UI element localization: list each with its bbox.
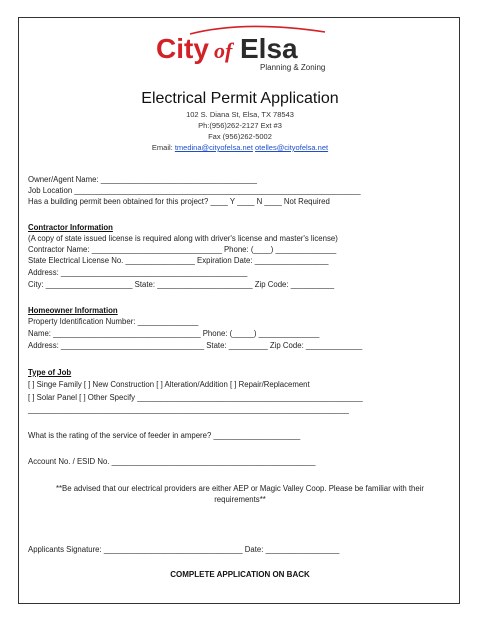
email-label: Email: bbox=[151, 143, 173, 152]
building-permit-question: Has a building permit been obtained for this project? ____ Y ____ N ____ Not Required bbox=[28, 197, 330, 206]
property-id-number: Property Identification Number: ______________ bbox=[28, 317, 199, 326]
electrical-provider-notice: **Be advised that our electrical providers are either AEP or Magic Valley Coop. Please be familiar with their requirements** bbox=[55, 484, 425, 504]
office-address: 102 S. Diana St, Elsa, TX 78543 bbox=[186, 110, 294, 119]
logo-graphic bbox=[150, 22, 340, 76]
city-of-elsa-logo bbox=[150, 22, 340, 76]
complete-on-back-note: COMPLETE APPLICATION ON BACK bbox=[170, 570, 310, 579]
license-note: (A copy of state issued license is required along with driver's license and master's license) bbox=[28, 234, 338, 243]
job-specify-line: __________________________________________________________________________ bbox=[28, 405, 349, 414]
job-type-options-row1: [ ] Singe Family [ ] New Construction [ ] Alteration/Addition [ ] Repair/Replacement bbox=[28, 380, 310, 389]
homeowner-address: Address: _________________________________ State: _________ Zip Code: _____________ bbox=[28, 341, 363, 350]
service-rating-question: What is the rating of the service of feeder in ampere? ____________________ bbox=[28, 431, 301, 440]
contractor-city-state-zip: City: ____________________ State: ______________________ Zip Code: __________ bbox=[28, 280, 335, 289]
homeowner-name-phone: Name: __________________________________ Phone: (_____) ______________ bbox=[28, 329, 320, 338]
job-location: Job Location __________________________________________________________________ bbox=[28, 186, 361, 195]
form-title: Electrical Permit Application bbox=[141, 90, 339, 107]
contractor-name-phone: Contractor Name: ______________________________ Phone: (____) ______________ bbox=[28, 245, 337, 254]
office-email bbox=[0, 143, 480, 152]
job-type-options-row2: [ ] Solar Panel [ ] Other Specify ____________________________________________________ bbox=[28, 393, 363, 402]
office-phone: Ph:(956)262-2127 Ext #3 bbox=[198, 121, 282, 130]
email-link-tmedina[interactable]: tmedina@cityofelsa.net bbox=[174, 143, 253, 152]
homeowner-heading: Homeowner Information bbox=[28, 306, 118, 315]
contractor-heading: Contractor Information bbox=[28, 223, 113, 232]
contractor-address: Address: ___________________________________________ bbox=[28, 268, 248, 277]
office-fax: Fax (956)262-5002 bbox=[208, 132, 272, 141]
type-of-job-heading: Type of Job bbox=[28, 368, 72, 377]
electrical-license-expiration: State Electrical License No. ________________ Expiration Date: _________________ bbox=[28, 256, 329, 265]
logo-tagline: Planning & Zoning bbox=[260, 63, 326, 72]
logo-city-text: City bbox=[156, 33, 209, 64]
account-esid-number: Account No. / ESID No. _______________________________________________ bbox=[28, 457, 316, 466]
owner-agent-name: Owner/Agent Name: ____________________________________ bbox=[28, 175, 257, 184]
email-link-otelles[interactable]: otelles@cityofelsa.net bbox=[255, 143, 329, 152]
logo-of-text: of bbox=[214, 38, 233, 63]
applicant-signature-date: Applicants Signature: ________________________________ Date: _________________ bbox=[28, 545, 340, 554]
logo-elsa-text: Elsa bbox=[240, 33, 298, 64]
